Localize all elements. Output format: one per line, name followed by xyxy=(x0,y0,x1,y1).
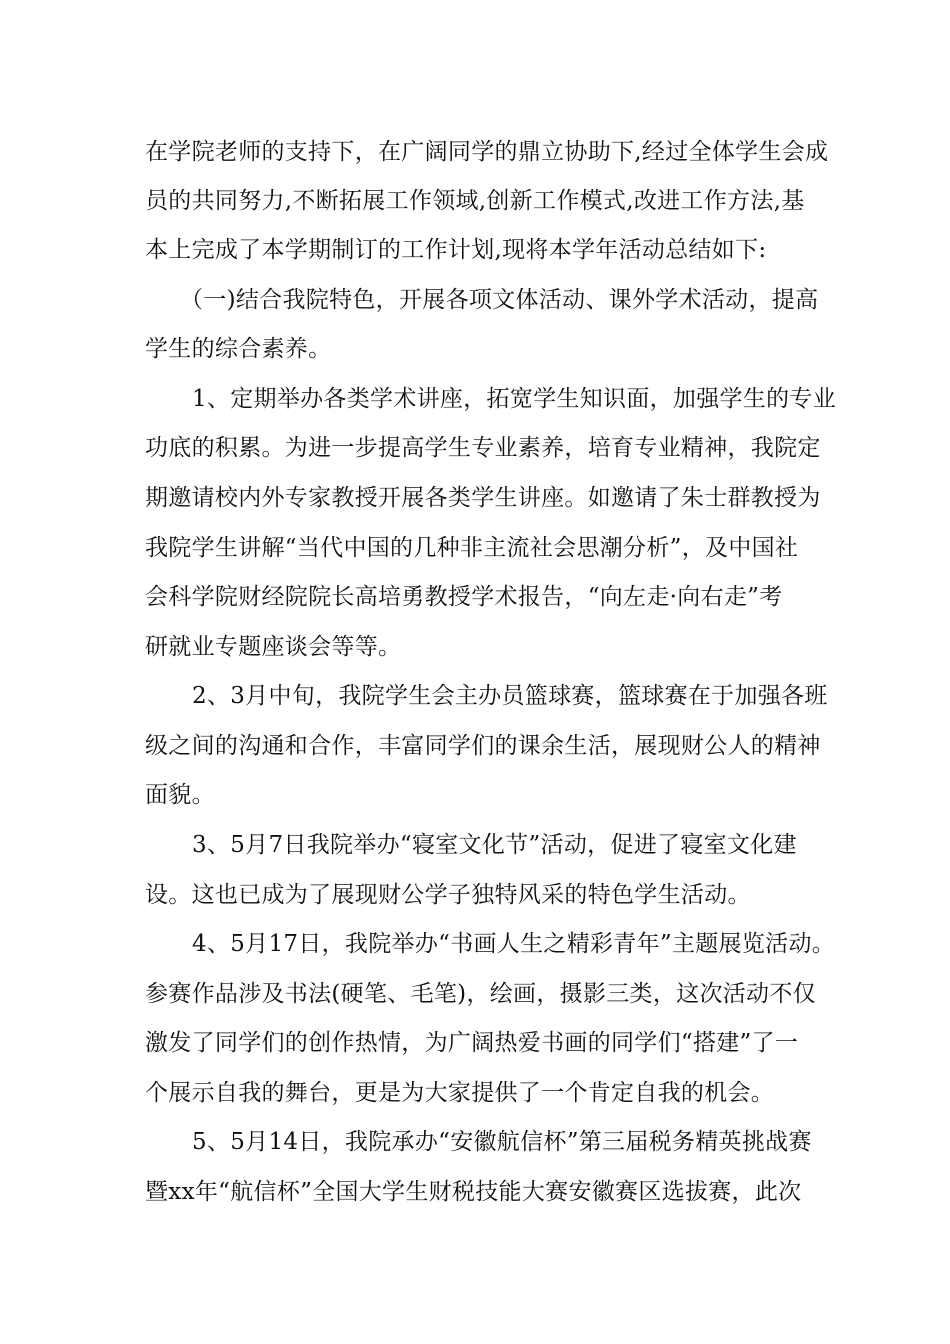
text-line: 面貌。 xyxy=(145,782,215,808)
text-line: 4、5月17日，我院举办“书画人生之精彩青年”主题展览活动。 xyxy=(192,931,836,957)
text-line: 5、5月14日，我院承办“安徽航信杯”第三届税务精英挑战赛 xyxy=(192,1129,812,1155)
text-line: 期邀请校内外专家教授开展各类学生讲座。如邀请了朱士群教授为 xyxy=(145,485,821,511)
text-line: 暨xx年“航信杯”全国大学生财税技能大赛安徽赛区选拔赛，此次 xyxy=(145,1179,802,1205)
text-line: 1、定期举办各类学术讲座，拓宽学生知识面，加强学生的专业 xyxy=(192,386,837,412)
text-line: （一)结合我院特色，开展各项文体活动、课外学术活动，提高 xyxy=(180,287,819,313)
text-line: 参赛作品涉及书法(硬笔、毛笔)，绘画，摄影三类，这次活动不仅 xyxy=(145,981,816,1007)
text-line: 功底的积累。为进一步提高学生专业素养，培育专业精神，我院定 xyxy=(145,435,821,461)
text-line: 我院学生讲解“当代中国的几种非主流社会思潮分析”，及中国社 xyxy=(145,535,799,561)
text-line: 2、3月中旬，我院学生会主办员篮球赛，篮球赛在于加强各班 xyxy=(192,683,828,709)
text-line: 级之间的沟通和合作，丰富同学们的课余生活，展现财公人的精神 xyxy=(145,733,821,759)
text-line: 在学院老师的支持下，在广阔同学的鼎立协助下,经过全体学生会成 xyxy=(145,139,829,165)
text-line: 学生的综合素养。 xyxy=(145,336,332,362)
text-line: 激发了同学们的创作热情，为广阔热爱书画的同学们“搭建”了一 xyxy=(145,1030,799,1056)
text-line: 3、5月7日我院举办“寝室文化节”活动，促进了寝室文化建 xyxy=(192,832,797,858)
text-line: 本上完成了本学期制订的工作计划,现将本学年活动总结如下: xyxy=(145,237,767,263)
text-line: 设。这也已成为了展现财公学子独特风采的特色学生活动。 xyxy=(145,882,751,908)
text-line: 会科学院财经院院长高培勇教授学术报告，“向左走·向右走”考 xyxy=(145,584,783,610)
text-line: 员的共同努力,不断拓展工作领域,创新工作模式,改进工作方法,基 xyxy=(145,188,805,214)
text-line: 个展示自我的舞台，更是为大家提供了一个肯定自我的机会。 xyxy=(145,1080,775,1106)
text-line: 研就业专题座谈会等等。 xyxy=(145,634,402,660)
